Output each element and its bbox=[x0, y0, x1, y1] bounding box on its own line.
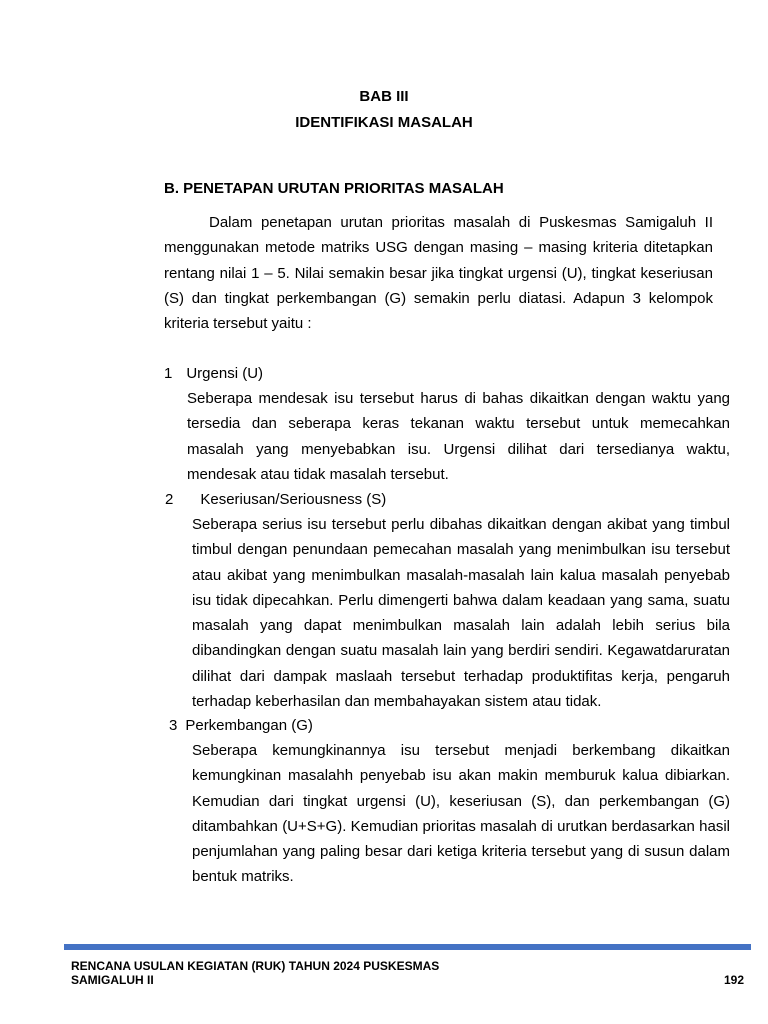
criterion-2-title: Keseriusan/Seriousness (S) bbox=[200, 491, 387, 508]
criterion-1-heading bbox=[164, 365, 263, 382]
footer-text: RENCANA USULAN KEGIATAN (RUK) TAHUN 2024 PUSKESMAS SAMIGALUH II bbox=[71, 959, 440, 987]
criterion-1-title: Urgensi (U) bbox=[186, 365, 264, 382]
criterion-3-title: Perkembangan (G) bbox=[185, 717, 313, 734]
chapter-title: IDENTIFIKASI MASALAH bbox=[295, 114, 473, 131]
criterion-2-heading bbox=[165, 491, 386, 508]
criterion-2-number: 2 bbox=[165, 491, 174, 508]
criterion-2-body: Seberapa serius isu tersebut perlu dibahas dikaitkan dengan akibat yang timbul timbul dengan penundaan pemecahan masalah yang menimbulkan isu tersebut atau akibat yang menimbulkan masalah-masalah lain kalua masalah penyebab isu tidak dipecahkan. Perlu dimengerti bahwa dalam keadaan yang sama, suatu masalah yang dapat menimbulkan masalah lain adalah lebih serius bila dibandingkan dengan suatu masalah lain yang berdiri sendiri. Kegawatdaruratan dilihat dari dampak maslaah tersebut terhadap produktifitas kerja, pengaruh terhadap keberhasilan dan membahayakan sistem atau tidak. bbox=[192, 516, 730, 711]
criterion-3-body: Seberapa kemungkinannya isu tersebut menjadi berkembang dikaitkan kemungkinan masalahh penyebab isu akan makin memburuk kalua dibiarkan. Kemudian dari tingkat urgensi (U), keseriusan (S), dan perkembangan (G) ditambahkan (U+S+G). Kemudian prioritas masalah di urutkan berdasarkan hasil penjumlahan yang paling besar dari ketiga kriteria tersebut yang di susun dalam bentuk matriks. bbox=[192, 742, 730, 886]
intro-paragraph: Dalam penetapan urutan prioritas masalah di Puskesmas Samigaluh II menggunakan metode matriks USG dengan masing – masing kriteria ditetapkan rentang nilai 1 – 5. Nilai semakin besar jika tingkat urgensi (U), tingkat keseriusan (S) dan tingkat perkembangan (G) semakin perlu diatasi. Adapun 3 kelompok kriteria tersebut yaitu : bbox=[164, 214, 713, 333]
chapter-label: BAB III bbox=[359, 88, 409, 105]
section-heading: B. PENETAPAN URUTAN PRIORITAS MASALAH bbox=[164, 180, 504, 197]
criterion-1-number: 1 bbox=[164, 365, 173, 382]
criterion-3-heading bbox=[169, 717, 313, 734]
footer-rule bbox=[64, 944, 751, 950]
page-number: 192 bbox=[723, 973, 744, 987]
criterion-3-number: 3 bbox=[169, 717, 178, 734]
criterion-1-body: Seberapa mendesak isu tersebut harus di bahas dikaitkan dengan waktu yang tersedia dan seberapa keras tekanan waktu tersebut untuk memecahkan masalah yang menyebabkan isu. Urgensi dilihat dari tersedianya waktu, mendesak atau tidak masalah tersebut. bbox=[187, 390, 730, 483]
